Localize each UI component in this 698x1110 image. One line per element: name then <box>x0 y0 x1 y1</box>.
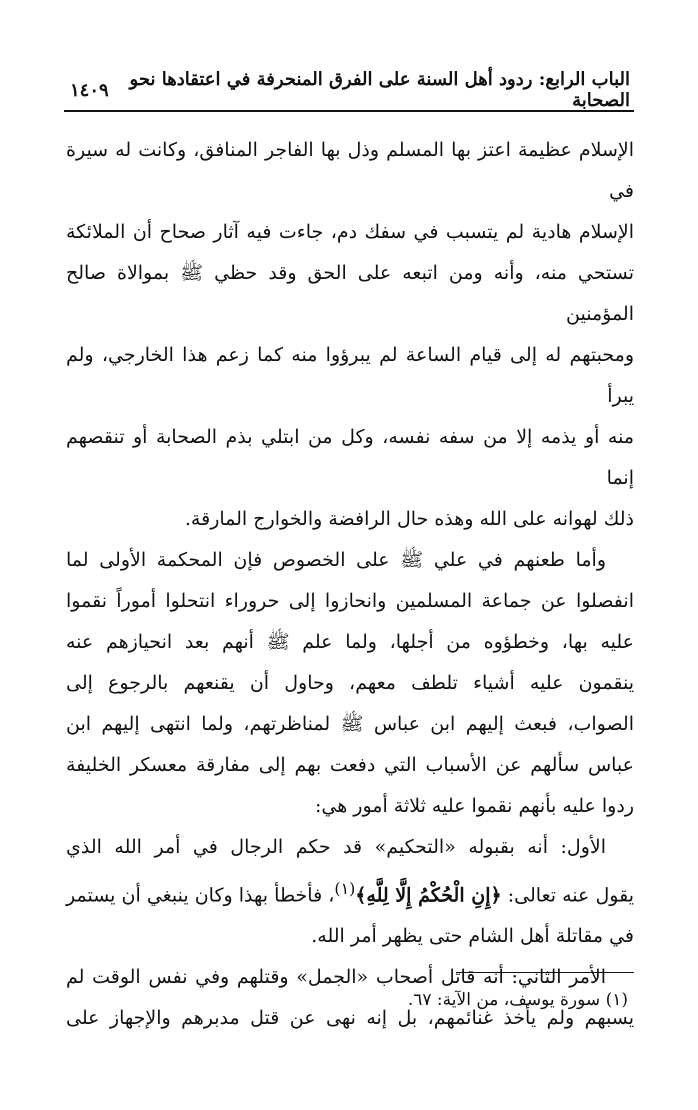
footnote: (١) سورة يوسف، من الآية: ٦٧. <box>407 990 628 1010</box>
quran-line-after: ، فأخطأ بهذا وكان ينبغي أن يستمر <box>66 884 335 907</box>
text-line: وأما طعنهم في علي ﷺ على الخصوص فإن المحكمة الأولى لما <box>66 549 606 571</box>
text-line: الأمر الثاني: أنه قاتل أصحاب «الجمل» وقتلهم وفي نفس الوقت لم <box>66 966 606 989</box>
chapter-title: الباب الرابع: ردود أهل السنة على الفرق المنحرفة في اعتقادها نحو الصحابة <box>129 69 630 111</box>
footnote-ref: (١) <box>334 879 356 898</box>
text-line: يسبهم ولم يأخذ غنائمهم، بل إنه نهى عن قتل مدبرهم والإجهاز على <box>66 1007 634 1030</box>
text-line: في مقاتلة أهل الشام حتى يظهر أمر الله. <box>311 925 634 948</box>
text-line: منه أو يذمه إلا من سفه نفسه، وكل من ابتلي بذم الصحابة أو تنقصهم إنما <box>66 426 634 489</box>
text-line: تستحي منه، وأنه ومن اتبعه على الحق وقد حظي ﷺ بموالاة صالح المؤمنين <box>66 262 634 325</box>
text-line: الإسلام هادية لم يتسبب في سفك دم، جاءت فيه آثار صحاح أن الملائكة <box>66 221 634 243</box>
quran-citation-line <box>66 868 634 916</box>
footnote-divider <box>456 972 634 973</box>
header-divider <box>64 110 634 112</box>
text-line: الأول: أنه بقبوله «التحكيم» قد حكم الرجال في أمر الله الذي <box>66 836 606 858</box>
text-line: الصواب، فبعث إليهم ابن عباس ﷺ لمناظرتهم، ولما انتهى إليهم ابن <box>66 713 634 735</box>
text-line: ومحبتهم له إلى قيام الساعة لم يبرؤوا منه كما زعم هذا الخارجي، ولم يبرأ <box>66 344 634 407</box>
text-line: ذلك لهوانه على الله وهذه حال الرافضة والخوارج المارقة. <box>184 508 634 530</box>
text-line: ينقمون عليه أشياء تلطف معهم، وحاول أن يقنعهم بالرجوع إلى <box>66 672 634 694</box>
main-text <box>66 130 634 1039</box>
running-header <box>70 69 630 111</box>
text-line: عليه بها، وخطؤوه من أجلها، ولما علم ﷺ أنهم بعد انحيازهم عنه <box>66 631 634 653</box>
page-number: ١٤٠٩ <box>70 79 109 101</box>
quran-verse: ﴿إِنِ الْحُكْمُ إِلَّا لِلَّهِ﴾ <box>355 884 502 907</box>
text-line: ردوا عليه بأنهم نقموا عليه ثلاثة أمور هي: <box>314 795 634 817</box>
text-line: انفصلوا عن جماعة المسلمين وانحازوا إلى حروراء انتحلوا أموراً نقموا <box>66 590 634 612</box>
text-line: الإسلام عظيمة اعتز بها المسلم وذل بها الفاجر المنافق، وكانت له سيرة في <box>66 139 634 202</box>
quran-line-before: يقول عنه تعالى: <box>501 884 634 907</box>
text-line: عباس سألهم عن الأسباب التي دفعت بهم إلى مفارقة معسكر الخليفة <box>66 754 634 776</box>
